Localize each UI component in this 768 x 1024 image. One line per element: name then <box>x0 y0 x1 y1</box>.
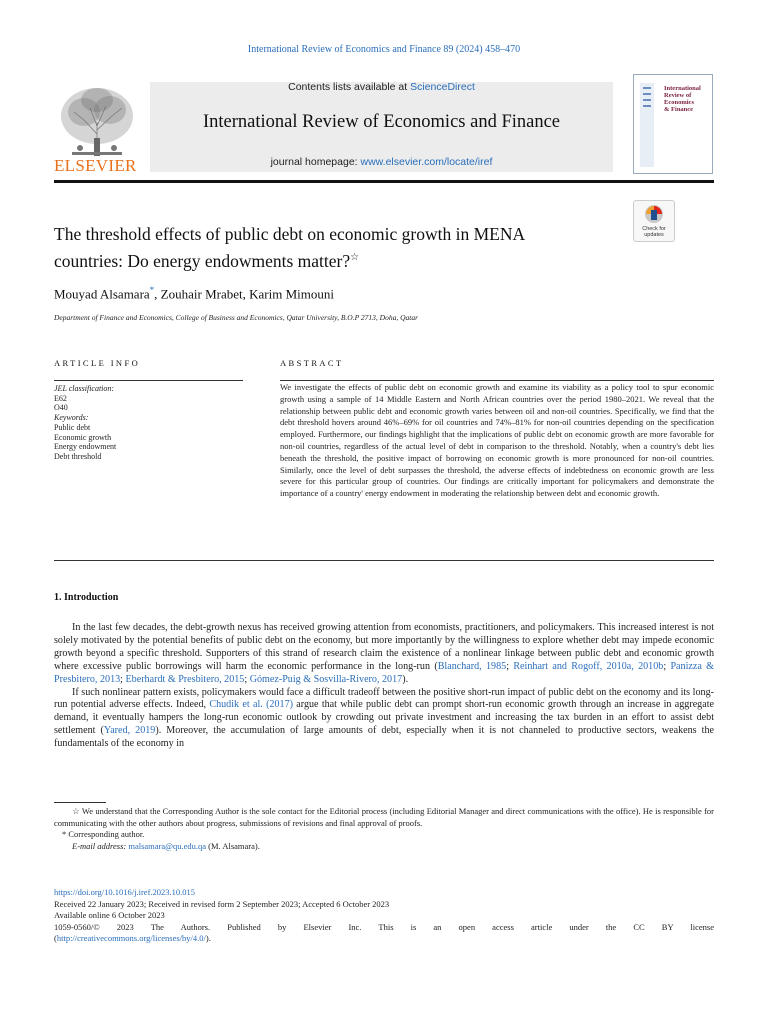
corresponding-author-mark[interactable]: * <box>149 285 155 295</box>
abstract-divider-top <box>280 380 714 381</box>
abstract-text: We investigate the effects of public debt on economic growth and examine its viability as a policy tool to spur economic growth using a sample of 14 Middle Eastern and North African countries over the period 1980–2021. We reveal that the relationship between public debt and economic growth varies between oil and non-oil countries. Specifically, we find that the debt threshold hovers around 46%–69% for oil countries and 74%–81% for non-oil countries depending on the specification employed. Furthermore, our findings highlight that the implications of public debt on economic growth are more favorable for non-oil countries, regardless of the actual level of debt in comparison to the threshold. Notably, when a country's debt lies beneath the threshold, the positive impact of borrowing on economic growth is more pronounced for non-oil countries. Similarly, once the level of debt surpasses the threshold, the adverse effects of indebtedness on economic growth are less severe for this particular group of countries. Our findings are critically important for policymakers and demonstrate the importance of a country' energy endowment in moderating the relationship between debt and economic growth. <box>280 382 714 499</box>
paragraph-text: If such nonlinear pattern exists, policymakers would face a difficult tradeoff between the positive short-run impact of public debt on the economy and its long-run potential adverse effects. Indeed, <box>54 686 714 711</box>
license-statement: 1059-0560/© 2023 The Authors. Published by Elsevier Inc. This is an open access article under the CC BY license <box>54 921 714 932</box>
crossmark-label-line-2: updates <box>644 232 664 238</box>
header-divider <box>54 180 714 183</box>
author-alsamara[interactable]: Mouyad Alsamara <box>54 286 150 302</box>
citation-separator: ; <box>506 660 514 672</box>
license-paren-close: ). <box>205 933 211 943</box>
cover-title-line-3: Economics <box>664 99 694 106</box>
journal-homepage <box>150 156 613 168</box>
article-meta <box>54 887 714 945</box>
keyword: Debt threshold <box>54 451 102 461</box>
footnotes <box>54 806 714 852</box>
paragraph-text: In the last few decades, the debt-growth nexus has received growing attention from economists, practitioners, and policymakers. This increased interest is not solely motivated by the potential benefits of public debt on the economy, but more importantly by the willingness to explore whether debt may impede economic growth beyond a specific threshold. Supporters of this strand of research claim the existence of a nonlinear linkage between public debt and economic growth where excessive public borrowings will harm the economic performance in the long-run ( <box>54 622 714 672</box>
citation-link[interactable]: Eberhardt & Presbitero, 2015 <box>125 673 245 685</box>
contents-availability <box>150 81 613 93</box>
elsevier-wordmark: ELSEVIER <box>54 156 137 175</box>
title-footnote: ☆ We understand that the Corresponding Author is the sole contact for the Editorial process (including Editorial Manager and direct communications with the office). He is responsible for communicating with the other authors about progress, submissions of revisions and final approval of proofs. <box>54 806 714 828</box>
crossmark-label <box>634 226 674 238</box>
title-footnote-mark[interactable]: ☆ <box>350 252 360 263</box>
abstract-divider-bottom <box>54 560 714 561</box>
introduction-body <box>54 622 714 751</box>
article-info-divider <box>54 380 243 381</box>
introduction-paragraph-2 <box>54 687 714 752</box>
other-authors[interactable]: , Zouhair Mrabet, Karim Mimouni <box>154 286 334 302</box>
paragraph-text: argue that while public debt can prompt short-run economic growth through an increase in aggregate demand, it eventually hampers the long-run economic outlook by crowding out private investment and increasing the tax burden in an effort to assist debt settlement ( <box>54 699 714 737</box>
keyword: Energy endowment <box>54 442 117 452</box>
crossmark-icon <box>634 201 674 227</box>
cover-title-line-1: International <box>664 85 701 92</box>
paper-title-line-2 <box>54 246 624 273</box>
journal-citation[interactable]: International Review of Economics and Finance 89 (2024) 458–470 <box>247 44 521 55</box>
citation-link[interactable]: Panizza & Presbitero, 2013 <box>54 660 714 685</box>
received-dates: Received 22 January 2023; Received in revised form 2 September 2023; Accepted 6 October 2023 <box>54 898 390 909</box>
license-paren-open: ( <box>54 933 57 943</box>
email-owner: (M. Alsamara). <box>208 840 260 851</box>
affiliation: Department of Finance and Economics, College of Business and Economics, Qatar University, B.O.P 2713, Doha, Qatar <box>54 313 418 322</box>
article-info-heading: ARTICLE INFO <box>54 358 141 368</box>
citation-link[interactable]: Blanchard, 1985 <box>437 660 507 672</box>
email-note <box>54 841 714 853</box>
paragraph-text: ). <box>402 673 409 685</box>
abstract-heading: ABSTRACT <box>280 358 344 368</box>
cover-stripe <box>640 83 654 167</box>
introduction-paragraph-1 <box>54 622 714 687</box>
homepage-link[interactable]: www.elsevier.com/locate/iref <box>360 156 493 168</box>
license-url-line <box>54 933 714 945</box>
paper-title-line-1: The threshold effects of public debt on economic growth in MENA <box>54 224 526 244</box>
email-label: E-mail address: <box>72 840 127 851</box>
license-url-link[interactable]: http://creativecommons.org/licenses/by/4.0/ <box>56 933 206 943</box>
email-link[interactable]: malsamara@qu.edu.qa <box>128 840 207 851</box>
check-for-updates-button[interactable] <box>633 200 675 242</box>
cover-title <box>664 85 708 113</box>
citation-separator: ; <box>663 660 671 672</box>
citation-separator: ; <box>244 673 250 685</box>
doi-link[interactable]: https://doi.org/10.1016/j.iref.2023.10.015 <box>54 887 196 897</box>
cover-title-line-4: & Finance <box>664 106 694 113</box>
available-online: Available online 6 October 2023 <box>54 910 165 920</box>
citation-link[interactable]: Yared, 2019 <box>103 725 156 737</box>
sciencedirect-link[interactable]: ScienceDirect <box>410 81 475 93</box>
journal-title: International Review of Economics and Finance <box>202 112 561 132</box>
keyword: Public debt <box>54 422 91 432</box>
citation-link[interactable]: Gómez-Puig & Sosvilla-Rivero, 2017 <box>249 673 403 685</box>
citation-link[interactable]: Reinhart and Rogoff, 2010a, 2010b <box>513 660 664 672</box>
journal-cover-thumbnail[interactable] <box>633 74 713 174</box>
article-info-block <box>54 384 116 462</box>
jel-code: E62 <box>54 393 67 403</box>
introduction-heading: 1. Introduction <box>54 592 119 603</box>
citation-separator: ; <box>120 673 126 685</box>
contents-prefix: Contents lists available at <box>288 81 411 93</box>
crossmark-label-line-1: Check for <box>642 226 666 232</box>
corresponding-author-note: * Corresponding author. <box>62 829 145 839</box>
keyword: Economic growth <box>54 432 112 442</box>
footnote-divider <box>54 802 106 803</box>
homepage-prefix: journal homepage: <box>270 156 361 168</box>
cover-title-line-2: Review of <box>664 92 692 99</box>
author-list <box>54 285 334 302</box>
paper-title-text: countries: Do energy endowments matter? <box>54 250 351 271</box>
paper-title <box>54 223 624 273</box>
keywords-label: Keywords: <box>54 413 89 423</box>
jel-label: JEL classification: <box>54 384 115 393</box>
jel-code: O40 <box>54 403 68 413</box>
paragraph-text: ). Moreover, the accumulation of large amounts of debt, especially when it is not channeled to productive sectors, weakens the fundamentals of the economy in <box>54 725 714 750</box>
citation-link[interactable]: Chudik et al. (2017) <box>209 699 293 711</box>
